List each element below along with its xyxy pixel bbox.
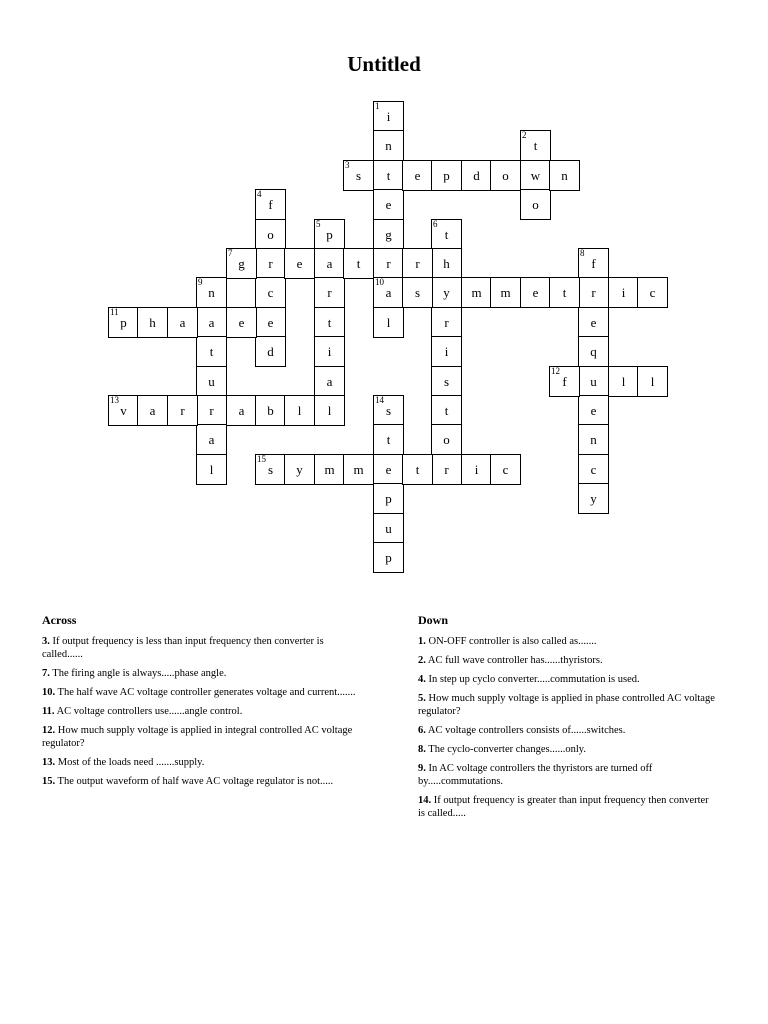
cell-letter: n [590,432,597,447]
grid-cell [167,395,198,426]
grid-cell [578,336,609,367]
cell-letter: l [209,462,214,477]
cell-letter: i [386,109,391,124]
grid-cell [373,424,404,455]
clue-text: AC voltage controllers use......angle control. [54,706,243,717]
clue-num: 1. [418,636,426,647]
clue-text: The output waveform of half wave AC voltage regulator is not..... [55,776,334,787]
cell-letter: q [590,344,597,359]
cell-letter: a [208,315,215,330]
down-heading: Down [418,613,449,627]
cell-letter: t [444,403,449,418]
cell-letter: t [327,315,332,330]
grid-cell [431,277,462,308]
grid-cell [255,219,286,250]
across-clue [42,724,357,750]
clue-number: 9 [198,277,203,287]
down-clue [418,743,718,756]
grid-cell [402,248,433,279]
clue-text: In AC voltage controllers the thyristors are turned off by.....commutations. [418,763,653,787]
cell-letter: t [209,344,214,359]
cell-letter: y [296,462,303,477]
grid-cell [137,395,168,426]
cell-letter: i [327,344,332,359]
grid-cell [108,395,139,426]
grid-cell [431,395,462,426]
cell-letter: a [208,432,215,447]
cell-letter: n [208,285,215,300]
grid-cell [373,130,404,161]
clue-num: 11. [42,706,55,717]
grid-cell [431,424,462,455]
clue-number: 10 [375,277,384,287]
clue-number: 14 [375,395,384,405]
clue-number: 7 [228,248,233,258]
cell-letter: r [444,315,449,330]
grid-cell [373,483,404,514]
cell-letter: e [590,315,597,330]
cell-letter: i [474,462,479,477]
down-clue [418,794,718,820]
grid-cell [226,395,257,426]
clue-num: 4. [418,674,426,685]
clue-text: The firing angle is always.....phase angle. [49,668,227,679]
grid-cell [520,277,551,308]
clue-number: 2 [522,130,527,140]
grid-cell [196,395,227,426]
grid-cell [637,277,668,308]
grid-cell [196,336,227,367]
cell-letter: r [415,256,420,271]
grid-cell [343,248,374,279]
cell-letter: a [326,374,333,389]
grid-cell [314,395,345,426]
grid-cell [373,542,404,573]
grid-cell [431,219,462,250]
clue-text: AC full wave controller has......thyristors. [425,655,603,666]
grid-cell [373,395,404,426]
cell-letter: l [650,374,655,389]
grid-cell [314,277,345,308]
cell-letter: m [353,462,364,477]
clue-number: 13 [110,395,119,405]
cell-letter: p [120,315,127,330]
clue-number: 15 [257,454,266,464]
grid-cell [373,160,404,191]
grid-cell [314,336,345,367]
grid-cell [461,454,492,485]
cell-letter: o [443,432,450,447]
grid-cell [431,366,462,397]
across-clue [42,635,357,661]
grid-cell [608,277,639,308]
grid-cell [255,248,286,279]
grid-cell [373,101,404,132]
grid-cell [520,130,551,161]
grid-cell [255,336,286,367]
clue-num: 14. [418,795,432,806]
clue-text: The half wave AC voltage controller generates voltage and current....... [55,687,356,698]
cell-letter: b [267,403,274,418]
clue-num: 7. [42,668,50,679]
cell-letter: e [590,403,597,418]
cell-letter: f [268,197,273,212]
cell-letter: t [415,462,420,477]
clue-text: The cyclo-converter changes......only. [425,744,586,755]
cell-letter: s [385,403,392,418]
grid-cell [226,307,257,338]
across-clue [42,667,357,680]
cell-letter: f [562,374,567,389]
cell-letter: l [621,374,626,389]
cell-letter: h [149,315,156,330]
grid-cell [373,248,404,279]
grid-cell [196,307,227,338]
cell-letter: f [591,256,596,271]
across-clues [42,614,357,794]
grid-cell [431,454,462,485]
cell-letter: a [326,256,333,271]
grid-cell [284,248,315,279]
grid-cell [255,307,286,338]
grid-cell [402,277,433,308]
grid-cell [108,307,139,338]
cell-letter: i [621,285,626,300]
grid-cell [402,454,433,485]
clue-num: 10. [42,687,56,698]
cell-letter: e [238,315,245,330]
grid-cell [196,424,227,455]
cell-letter: l [297,403,302,418]
cell-letter: t [386,168,391,183]
across-clue [42,686,357,699]
grid-cell [520,160,551,191]
down-clue [418,762,718,788]
cell-letter: e [385,197,392,212]
cell-letter: t [444,227,449,242]
cell-letter: n [385,138,392,153]
cell-letter: i [444,344,449,359]
cell-letter: v [120,403,127,418]
cell-letter: t [356,256,361,271]
down-clues [418,614,718,826]
grid-cell [461,277,492,308]
down-clue [418,635,718,648]
cell-letter: w [530,168,541,183]
down-clue [418,724,718,737]
grid-cell [314,366,345,397]
down-clue [418,654,718,667]
clue-text: If output frequency is less than input frequency then converter is called...... [42,636,324,660]
cell-letter: r [180,403,185,418]
grid-cell [431,248,462,279]
cell-letter: u [208,374,215,389]
grid-cell [373,219,404,250]
grid-cell [255,189,286,220]
cell-letter: t [386,432,391,447]
cell-letter: l [327,403,332,418]
cell-letter: e [414,168,421,183]
grid-cell [549,366,580,397]
grid-cell [196,366,227,397]
cell-letter: m [471,285,482,300]
grid-cell [255,395,286,426]
grid-cell [431,336,462,367]
cell-letter: t [533,138,538,153]
grid-cell [402,160,433,191]
grid-cell [431,307,462,338]
grid-cell [578,366,609,397]
grid-cell [520,189,551,220]
grid-cell [578,424,609,455]
cell-letter: p [443,168,450,183]
cell-letter: r [209,403,214,418]
grid-cell [167,307,198,338]
clue-num: 2. [418,655,426,666]
clue-num: 13. [42,757,56,768]
grid-cell [373,513,404,544]
grid-cell [373,454,404,485]
clue-text: ON-OFF controller is also called as....... [425,636,597,647]
across-clue [42,705,357,718]
grid-cell [431,160,462,191]
cell-letter: p [385,491,392,506]
cell-letter: c [649,285,656,300]
clue-number: 12 [551,366,560,376]
cell-letter: t [562,285,567,300]
cell-letter: m [324,462,335,477]
clue-number: 6 [433,219,438,229]
cell-letter: o [267,227,274,242]
cell-letter: c [267,285,274,300]
clue-num: 5. [418,693,426,704]
cell-letter: r [327,285,332,300]
grid-cell [578,483,609,514]
grid-cell [490,454,521,485]
grid-cell [343,160,374,191]
grid-cell [137,307,168,338]
clue-text: AC voltage controllers consists of......switches. [425,725,626,736]
grid-cell [314,307,345,338]
cell-letter: a [238,403,245,418]
grid-cell [196,454,227,485]
cell-letter: e [267,315,274,330]
grid-cell [490,277,521,308]
page-title: Untitled [347,52,421,76]
grid-cell [461,160,492,191]
cell-letter: e [385,462,392,477]
clue-number: 11 [110,307,119,317]
cell-letter: g [385,227,392,242]
clue-num: 6. [418,725,426,736]
clue-number: 4 [257,189,262,199]
grid-cell [373,277,404,308]
grid-cell [284,454,315,485]
grid-cell [255,454,286,485]
grid-cell [578,248,609,279]
cell-letter: r [386,256,391,271]
grid-cell [578,307,609,338]
clue-number: 5 [316,219,321,229]
grid-cell [314,219,345,250]
clue-num: 12. [42,725,56,736]
cell-letter: m [500,285,511,300]
cell-letter: g [238,256,245,271]
cell-letter: u [590,374,597,389]
clue-num: 3. [42,636,50,647]
cell-letter: h [443,256,450,271]
clue-number: 8 [580,248,585,258]
cell-letter: y [590,491,597,506]
grid-cell [255,277,286,308]
cell-letter: a [385,285,392,300]
cell-letter: c [502,462,509,477]
clue-num: 8. [418,744,426,755]
grid-cell [578,277,609,308]
clue-num: 15. [42,776,56,787]
cell-letter: r [268,256,273,271]
clue-number: 1 [375,101,380,111]
cell-letter: l [386,315,391,330]
cell-letter: n [561,168,568,183]
cell-letter: s [443,374,450,389]
cell-letter: e [296,256,303,271]
across-heading: Across [42,613,77,627]
cell-letter: r [444,462,449,477]
clue-text: In step up cyclo converter.....commutation is used. [425,674,640,685]
grid-cell [314,454,345,485]
grid-cell [343,454,374,485]
cell-letter: p [326,227,333,242]
cell-letter: e [532,285,539,300]
grid-cell [637,366,668,397]
grid-cell [608,366,639,397]
across-clue [42,756,357,769]
grid-cell [196,277,227,308]
clue-text: Most of the loads need .......supply. [55,757,205,768]
cell-letter: s [355,168,362,183]
cell-letter: y [443,285,450,300]
grid-cell [314,248,345,279]
cell-letter: c [590,462,597,477]
cell-letter: r [591,285,596,300]
across-clue [42,775,357,788]
grid-cell [226,248,257,279]
cell-letter: o [502,168,509,183]
grid-cell [490,160,521,191]
clue-num: 9. [418,763,426,774]
down-clue [418,673,718,686]
grid-cell [373,189,404,220]
clue-text: How much supply voltage is applied in phase controlled AC voltage regulator? [418,693,715,717]
clue-number: 3 [345,160,350,170]
grid-cell [578,395,609,426]
grid-cell [549,160,580,191]
cell-letter: a [149,403,156,418]
cell-letter: s [414,285,421,300]
cell-letter: u [385,521,392,536]
cell-letter: p [385,550,392,565]
grid-cell [549,277,580,308]
down-clue [418,692,718,718]
grid-cell [373,307,404,338]
cell-letter: d [267,344,274,359]
cell-letter: s [267,462,274,477]
grid-cell [578,454,609,485]
cell-letter: d [473,168,480,183]
cell-letter: a [179,315,186,330]
clue-text: How much supply voltage is applied in integral controlled AC voltage regulator? [42,725,353,749]
clue-text: If output frequency is greater than input frequency then converter is called..... [418,795,709,819]
grid-cell [284,395,315,426]
cell-letter: o [532,197,539,212]
